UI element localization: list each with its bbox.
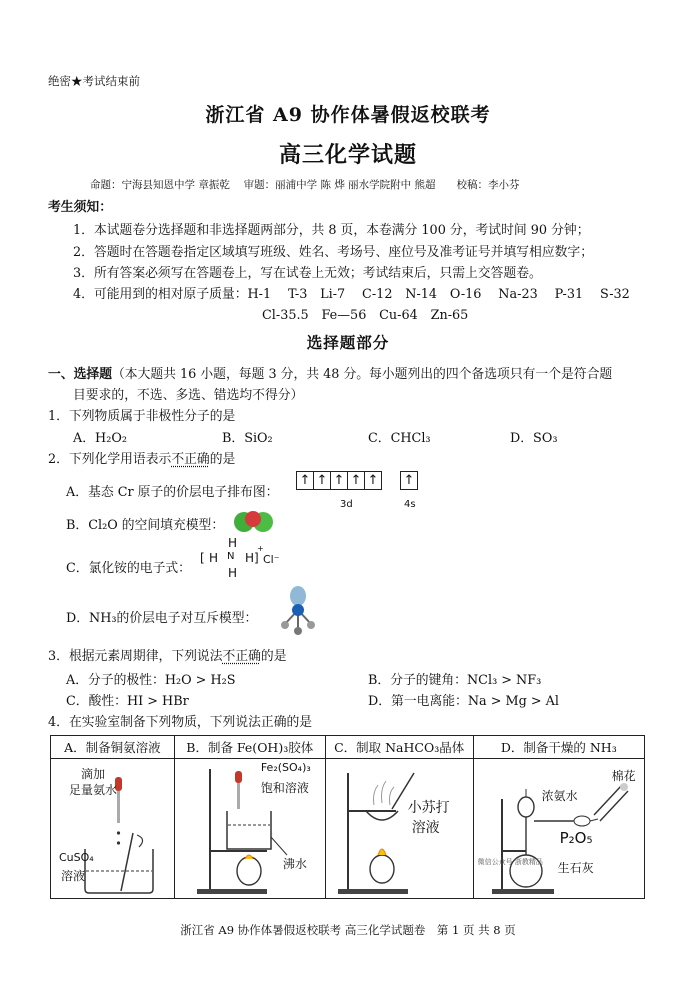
q3-stem: [48, 645, 287, 664]
orbital-3d-label: 3d: [340, 499, 353, 510]
q2-stem-pre: 2．下列化学用语表示: [48, 452, 172, 467]
notice-item: 4．可能用到的相对原子质量：H-1 T-3 Li-7 C-12 N-14 O-16 Na-23 P-31 S-32: [73, 287, 630, 302]
q4-figure-c: [325, 759, 473, 899]
part-description: [48, 363, 612, 382]
cl2o-space-filling-model: [232, 506, 274, 536]
q3-stem-emphasis: 不正确: [222, 649, 261, 664]
fig-b-label: Fe₂(SO₄)₃: [260, 761, 311, 774]
part-label: 一、选择题: [48, 367, 112, 382]
orbital-box: ↑: [364, 471, 382, 490]
notice-heading: 考生须知：: [48, 200, 112, 215]
exam-title: 浙江省 A9 协作体暑假返校联考: [205, 104, 491, 126]
q1-option-c: C．CHCl₃: [368, 431, 431, 446]
secret-label: 绝密★考试结束前: [48, 74, 140, 88]
q4-header-c: C．制取 NaHCO₃晶体: [325, 736, 473, 759]
q1-option-a: A．H₂O₂: [73, 431, 127, 446]
q4-header-b: B．制备 Fe(OH)₃胶体: [174, 736, 325, 759]
q3-option-c: C．酸性：HI > HBr: [66, 694, 189, 709]
fig-d-label: P₂O₅: [559, 829, 593, 847]
orbital-box: ↑: [296, 471, 314, 490]
atom-h: H: [209, 551, 219, 565]
fig-c-label: 溶液: [411, 820, 440, 836]
evaporation-apparatus-icon: [326, 759, 474, 898]
orbital-box: ↑: [347, 471, 365, 490]
notice-item: 2．答题时在答题卷指定区域填写班级、姓名、考场号、座位号及准考证号并填写相应数字；: [73, 245, 594, 260]
q4-header-d: D．制备干燥的 NH₃: [473, 736, 644, 759]
q4-figure-b: [174, 759, 325, 899]
nh3-vsepr-model: [281, 584, 315, 636]
q2-stem: [48, 448, 235, 467]
q3-option-d: D．第一电离能：Na > Mg > Al: [368, 694, 560, 709]
q1-option-b: B．SiO₂: [222, 431, 273, 446]
atomic-masses-line2: Cl-35.5 Fe—56 Cu-64 Zn-65: [262, 308, 469, 323]
fig-b-label: 饱和溶液: [260, 781, 309, 795]
q4-stem: 4．在实验室制备下列物质，下列说法正确的是: [48, 715, 313, 730]
chloride-ion: Cl⁻: [263, 553, 280, 566]
q3-option-b: B．分子的键角：NCl₃ > NF₃: [368, 673, 542, 688]
credits-line: 命题：宁海县知恩中学 章振乾 审题：丽浦中学 陈 烨 丽水学院附中 熊超 校稿：李小芬: [90, 179, 520, 191]
atom-h: H: [228, 536, 238, 550]
q4-header-a: A．制备铜氨溶液: [51, 736, 175, 759]
q2-option-d: D．NH₃的价层电子对互斥模型：: [66, 611, 258, 626]
ammonium-chloride-electron-formula: [ H H N H H ] + Cl⁻: [200, 536, 280, 580]
charge-plus: +: [257, 544, 264, 553]
fig-a-label: 溶液: [61, 869, 86, 883]
orbital-box-4s: ↑: [400, 471, 418, 490]
q4-figure-a: [51, 759, 175, 899]
orbital-box: ↑: [330, 471, 348, 490]
orbital-3d-boxes: [296, 471, 381, 490]
notice-item: 1．本试题卷分选择题和非选择题两部分，共 8 页，本卷满分 100 分，考试时间 90 分钟；: [73, 223, 590, 238]
orbital-diagram: [296, 471, 417, 510]
q2-option-a: A．基态 Cr 原子的价层电子排布图：: [66, 485, 279, 500]
q2-stem-post: 的是: [209, 452, 236, 467]
q4-figure-d: [473, 759, 644, 899]
subject-title: 高三化学试题: [278, 142, 417, 168]
fig-a-label: 足量氨水: [69, 783, 118, 797]
section-title: 选择题部分: [306, 333, 390, 352]
fig-a-label: 滴加: [81, 767, 106, 781]
fig-c-label: 小苏打: [407, 800, 450, 816]
q3-stem-pre: 3．根据元素周期律，下列说法: [48, 649, 223, 664]
q1-stem: 1．下列物质属于非极性分子的是: [48, 409, 236, 424]
part-desc-line2: 目要求的，不选、多选、错选均不得分）: [73, 388, 304, 403]
q3-stem-post: 的是: [260, 649, 287, 664]
fig-d-label: 棉花: [611, 769, 636, 783]
atom-h: H: [228, 566, 238, 580]
orbital-4s-label: 4s: [404, 499, 416, 510]
part-desc-line1: （本大题共 16 小题，每题 3 分，共 48 分。每小题列出的四个备选项只有一个是符合题: [111, 367, 613, 382]
notice-item: 3．所有答案必须写在答题卷上，写在试卷上无效；考试结束后，只需上交答题卷。: [73, 266, 542, 281]
fig-d-label: 生石灰: [557, 861, 594, 875]
q2-option-b: B．Cl₂O 的空间填充模型：: [66, 518, 225, 533]
page-footer: 浙江省 A9 协作体暑假返校联考 高三化学试题卷 第 1 页 共 8 页: [180, 923, 516, 937]
fig-b-label: 沸水: [282, 857, 307, 871]
q1-option-d: D．SO₃: [510, 431, 558, 446]
atom-h: H: [245, 551, 255, 565]
atom-n: N: [227, 551, 235, 562]
fig-a-label: CuSO₄: [59, 851, 94, 864]
q2-option-c: C．氯化铵的电子式：: [66, 561, 191, 576]
q2-stem-emphasis: 不正确: [171, 452, 210, 467]
q4-options-table: [50, 735, 645, 899]
watermark-text: 微信公众号 浙教精品: [477, 858, 543, 866]
orbital-box: ↑: [313, 471, 331, 490]
fig-d-label: 浓氨水: [541, 789, 578, 803]
q3-option-a: A．分子的极性：H₂O > H₂S: [66, 673, 236, 688]
